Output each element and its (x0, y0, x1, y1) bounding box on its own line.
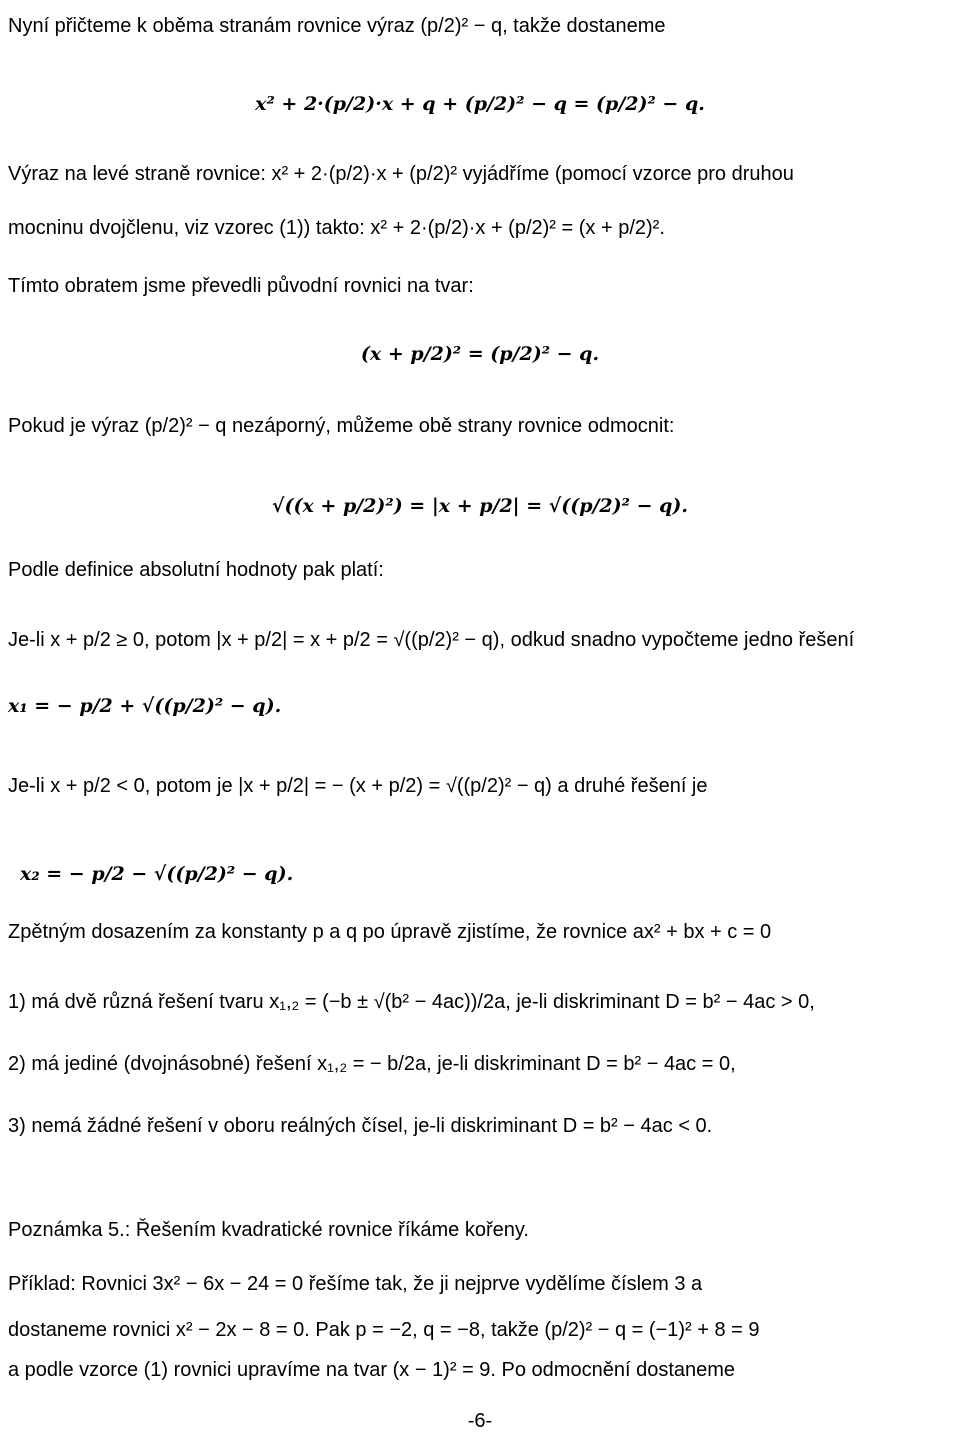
text-line-5: Tímto obratem jsme převedli původní rovnici na tvar: (8, 275, 474, 297)
text-line-9: Podle definice absolutní hodnoty pak platí: (8, 559, 384, 581)
case-2: 2) má jediné (dvojnásobné) řešení x₁,₂ = − b/2a, je-li diskriminant D = b² − 4ac = 0, (8, 1053, 736, 1075)
equation-2: (x + p/2)² = (p/2)² − q. (360, 343, 600, 365)
text-line-4: mocninu dvojčlenu, viz vzorec (1)) takto: x² + 2·(p/2)·x + (p/2)² = (x + p/2)². (8, 217, 665, 239)
page-number: -6- (467, 1410, 493, 1432)
solution-x1: x₁ = − p/2 + √((p/2)² − q). (8, 695, 282, 717)
case-3: 3) nemá žádné řešení v oboru reálných čísel, je-li diskriminant D = b² − 4ac < 0. (8, 1115, 713, 1137)
text-line-10: Je-li x + p/2 ≥ 0, potom |x + p/2| = x + p/2 = √((p/2)² − q), odkud snadno vypočteme jedno řešení (8, 629, 855, 651)
note-5 (8, 1216, 960, 1244)
example-line-3: a podle vzorce (1) rovnici upravíme na tvar (x − 1)² = 9. Po odmocnění dostaneme (8, 1359, 736, 1381)
equation-3: √((x + p/2)²) = |x + p/2| = √((p/2)² − q). (272, 495, 688, 517)
text-line-14: Zpětným dosazením za konstanty p a q po úpravě zjistíme, že rovnice ax² + bx + c = 0 (8, 921, 772, 943)
text-line-1: Nyní přičteme k oběma stranám rovnice výraz (p/2)² − q, takže dostaneme (8, 15, 666, 37)
solution-x2: x₂ = − p/2 − √((p/2)² − q). (20, 863, 294, 885)
example-line-2: dostaneme rovnici x² − 2x − 8 = 0. Pak p = −2, q = −8, takže (p/2)² − q = (−1)² + 8 = 9 (8, 1319, 760, 1341)
text-line-7: Pokud je výraz (p/2)² − q nezáporný, můžeme obě strany rovnice odmocnit: (8, 415, 675, 437)
equation-1: x² + 2·(p/2)·x + q + (p/2)² − q = (p/2)² − q. (255, 93, 705, 115)
example-line-1: Příklad: Rovnici 3x² − 6x − 24 = 0 řešíme tak, že ji nejprve vydělíme číslem 3 a (8, 1273, 703, 1295)
text-line-12: Je-li x + p/2 < 0, potom je |x + p/2| = − (x + p/2) = √((p/2)² − q) a druhé řešení je (8, 775, 708, 797)
case-1: 1) má dvě různá řešení tvaru x₁,₂ = (−b ± √(b² − 4ac))/2a, je-li diskriminant D = b² − 4ac > 0, (8, 991, 815, 1013)
note-5-text: Poznámka 5.: Řešením kvadratické rovnice říkáme kořeny. (8, 1219, 529, 1241)
text-line-3: Výraz na levé straně rovnice: x² + 2·(p/2)·x + (p/2)² vyjádříme (pomocí vzorce pro druhou (8, 163, 794, 185)
